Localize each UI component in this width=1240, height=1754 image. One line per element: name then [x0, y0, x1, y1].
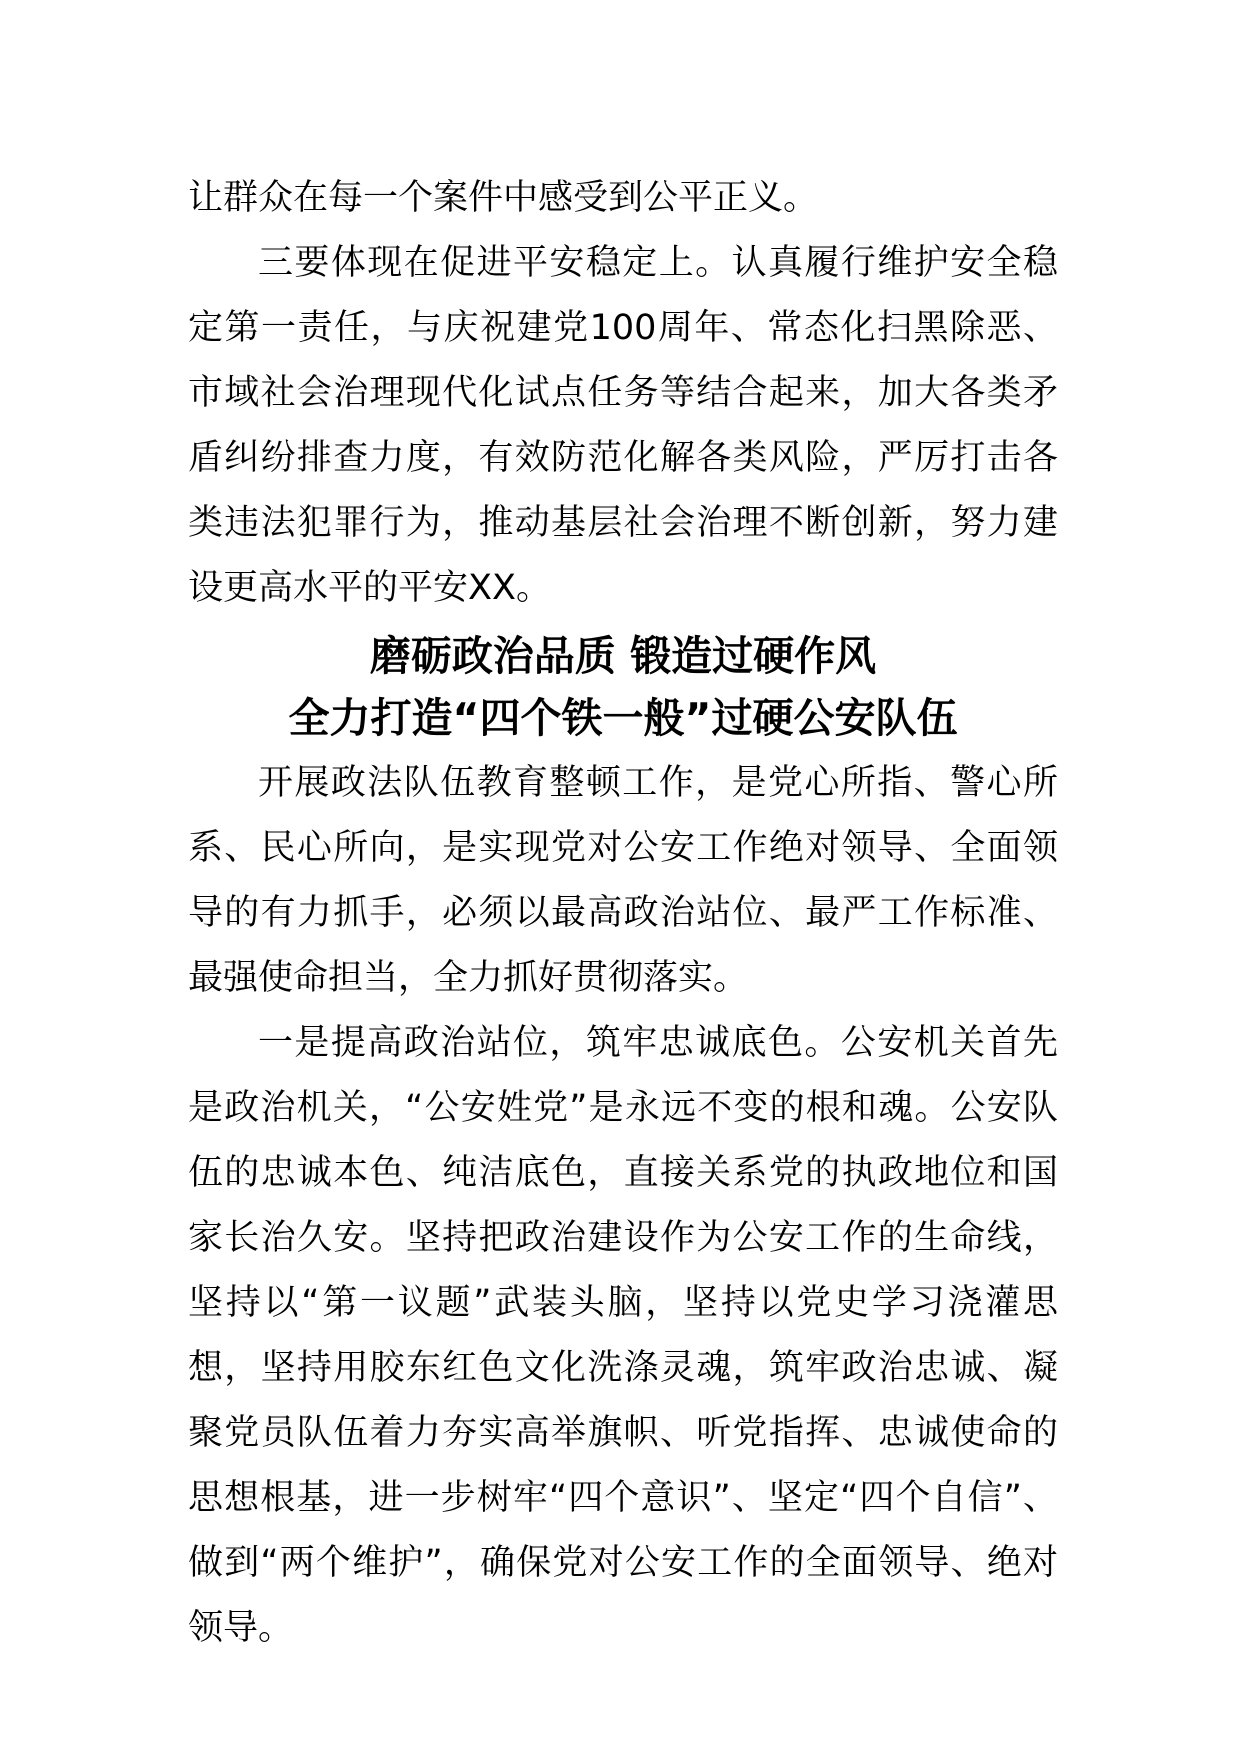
paragraph-first-point: 一是提高政治站位，筑牢忠诚底色。公安机关首先是政治机关，“公安姓党”是永远不变的根和魂。公安队伍的忠诚本色、纯洁底色，直接关系党的执政地位和国家长治久安。坚持把政治建设作为公安工作的生命线，坚持以“第一议题”武装头脑，坚持以党史学习浇灌思想，坚持用胶东红色文化洗涤灵魂，筑牢政治忠诚、凝聚党员队伍着力夯实高举旗帜、听党指挥、忠诚使命的思想根基，进一步树牢“四个意识”、坚定“四个自信”、做到“两个维护”，确保党对公安工作的全面领导、绝对领导。 [188, 1023, 1058, 1648]
section-heading-line-1: 磨砺政治品质 锻造过硬作风 [369, 632, 877, 680]
section-heading [188, 621, 1058, 751]
paragraph-third-point: 三要体现在促进平安稳定上。认真履行维护安全稳定第一责任，与庆祝建党100周年、常态化扫黑除恶、市域社会治理现代化试点任务等结合起来，加大各类矛盾纠纷排查力度，有效防范化解各类风险，严厉打击各类违法犯罪行为，推动基层社会治理不断创新，努力建设更高水平的平安XX。 [188, 243, 1058, 608]
paragraph-intro: 开展政法队伍教育整顿工作，是党心所指、警心所系、民心所向，是实现党对公安工作绝对领导、全面领导的有力抓手，必须以最高政治站位、最严工作标准、最强使命担当，全力抓好贯彻落实。 [188, 763, 1058, 998]
document-body [188, 166, 1058, 1661]
paragraph-continuation: 让群众在每一个案件中感受到公平正义。 [188, 178, 819, 218]
section-heading-line-2: 全力打造“四个铁一般”过硬公安队伍 [288, 694, 958, 742]
